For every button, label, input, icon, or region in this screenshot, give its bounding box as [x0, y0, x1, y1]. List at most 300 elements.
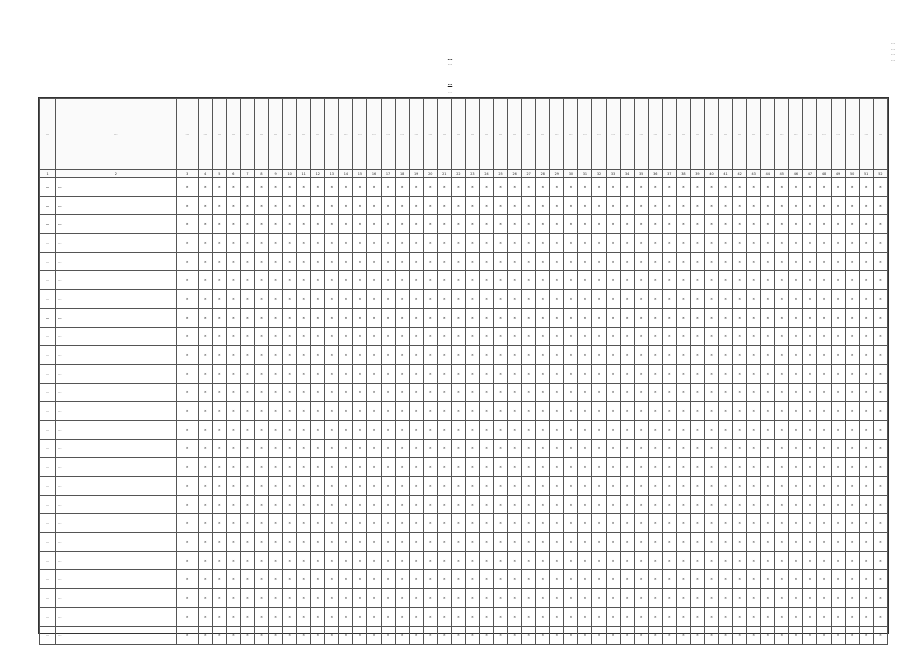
table-cell: ×: [662, 589, 676, 608]
table-cell: ×: [240, 458, 254, 477]
table-cell: ×: [297, 477, 311, 496]
table-cell: ×: [465, 589, 479, 608]
table-cell: ×: [578, 570, 592, 589]
table-cell: ×: [494, 551, 508, 570]
table-cell: ×: [311, 327, 325, 346]
table-cell: ×: [353, 364, 367, 383]
row-code: …: [40, 234, 56, 253]
table-cell: ×: [564, 252, 578, 271]
table-cell: ×: [409, 570, 423, 589]
table-cell: ×: [803, 626, 817, 645]
table-cell: ×: [353, 271, 367, 290]
table-cell: ×: [353, 196, 367, 215]
table-cell: ×: [381, 570, 395, 589]
table-cell: ×: [494, 514, 508, 533]
table-cell: ×: [831, 551, 845, 570]
table-cell: ×: [226, 308, 240, 327]
table-row: [40, 271, 888, 290]
table-cell: ×: [550, 271, 564, 290]
row-code: …: [40, 346, 56, 365]
table-cell: ×: [719, 514, 733, 533]
table-cell: ×: [437, 234, 451, 253]
table-cell: ×: [494, 290, 508, 309]
table-cell: ×: [465, 439, 479, 458]
table-cell: ×: [254, 533, 268, 552]
table-cell: ×: [747, 346, 761, 365]
table-cell: ×: [437, 626, 451, 645]
table-cell: ×: [212, 215, 226, 234]
table-cell: ×: [283, 290, 297, 309]
column-header: …: [550, 99, 564, 170]
column-number: 5: [212, 170, 226, 178]
table-cell: ×: [381, 290, 395, 309]
column-number: 43: [747, 170, 761, 178]
table-cell: ×: [311, 514, 325, 533]
table-cell: ×: [522, 271, 536, 290]
row-name: …: [56, 420, 177, 439]
table-cell: ×: [648, 383, 662, 402]
table-cell: ×: [325, 439, 339, 458]
table-cell: ×: [395, 346, 409, 365]
table-cell: ×: [789, 626, 803, 645]
table-cell: ×: [437, 589, 451, 608]
table-cell: ×: [508, 383, 522, 402]
table-cell: ×: [423, 570, 437, 589]
table-cell: ×: [451, 495, 465, 514]
column-number: 8: [254, 170, 268, 178]
table-cell: ×: [873, 514, 887, 533]
column-number: 13: [325, 170, 339, 178]
table-row: [40, 495, 888, 514]
table-cell: ×: [550, 178, 564, 197]
table-cell: ×: [395, 533, 409, 552]
table-cell: ×: [550, 327, 564, 346]
table-cell: ×: [761, 570, 775, 589]
table-cell: ×: [283, 402, 297, 421]
table-cell: ×: [690, 196, 704, 215]
table-cell: ×: [775, 196, 789, 215]
table-cell: ×: [550, 420, 564, 439]
table-cell: ×: [775, 439, 789, 458]
table-cell: ×: [479, 495, 493, 514]
table-cell: ×: [437, 533, 451, 552]
table-cell: ×: [620, 402, 634, 421]
table-cell: ×: [831, 196, 845, 215]
table-cell: ×: [761, 178, 775, 197]
table-cell: ×: [648, 402, 662, 421]
column-header: …: [226, 99, 240, 170]
table-cell: ×: [311, 570, 325, 589]
column-header: …: [620, 99, 634, 170]
table-cell: ×: [831, 215, 845, 234]
table-cell: ×: [381, 420, 395, 439]
appendix-note: [705, 40, 895, 62]
table-cell: ×: [311, 458, 325, 477]
table-cell: ×: [339, 514, 353, 533]
table-cell: ×: [620, 308, 634, 327]
table-cell: ×: [325, 178, 339, 197]
table-cell: ×: [437, 439, 451, 458]
table-cell: ×: [283, 178, 297, 197]
table-cell: ×: [747, 364, 761, 383]
table-cell: ×: [704, 439, 718, 458]
table-cell: ×: [733, 290, 747, 309]
table-cell: ×: [494, 533, 508, 552]
table-cell: ×: [451, 626, 465, 645]
table-cell: ×: [254, 514, 268, 533]
column-number: 50: [845, 170, 859, 178]
table-cell: ×: [339, 196, 353, 215]
table-cell: ×: [761, 346, 775, 365]
table-cell: ×: [212, 346, 226, 365]
table-cell: ×: [451, 234, 465, 253]
table-cell: ×: [648, 271, 662, 290]
table-cell: ×: [339, 551, 353, 570]
table-cell: ×: [212, 439, 226, 458]
row-name: …: [56, 346, 177, 365]
table-cell: ×: [395, 477, 409, 496]
table-cell: ×: [733, 607, 747, 626]
table-cell: ×: [240, 327, 254, 346]
column-number: 16: [367, 170, 381, 178]
table-cell: ×: [606, 607, 620, 626]
table-cell: ×: [845, 420, 859, 439]
table-cell: ×: [733, 234, 747, 253]
table-cell: ×: [381, 271, 395, 290]
table-cell: ×: [409, 402, 423, 421]
table-cell: ×: [176, 420, 198, 439]
table-cell: ×: [212, 234, 226, 253]
table-cell: ×: [789, 607, 803, 626]
table-cell: ×: [395, 290, 409, 309]
table-cell: ×: [522, 533, 536, 552]
column-header: …: [719, 99, 733, 170]
table-cell: ×: [381, 196, 395, 215]
table-cell: ×: [789, 196, 803, 215]
table-cell: ×: [606, 346, 620, 365]
row-code: …: [40, 364, 56, 383]
table-cell: ×: [690, 551, 704, 570]
table-cell: ×: [226, 252, 240, 271]
table-row: [40, 458, 888, 477]
table-cell: ×: [437, 420, 451, 439]
table-cell: ×: [831, 495, 845, 514]
row-code: …: [40, 551, 56, 570]
table-cell: ×: [176, 271, 198, 290]
table-cell: ×: [733, 252, 747, 271]
table-cell: ×: [254, 570, 268, 589]
table-cell: ×: [212, 271, 226, 290]
table-cell: ×: [339, 364, 353, 383]
table-row: [40, 346, 888, 365]
table-cell: ×: [465, 458, 479, 477]
table-cell: ×: [606, 215, 620, 234]
table-cell: ×: [381, 234, 395, 253]
table-cell: ×: [620, 364, 634, 383]
table-cell: ×: [198, 551, 212, 570]
table-cell: ×: [831, 439, 845, 458]
table-cell: ×: [578, 364, 592, 383]
table-cell: ×: [747, 234, 761, 253]
table-cell: ×: [803, 402, 817, 421]
column-header: …: [817, 99, 831, 170]
table-cell: ×: [451, 327, 465, 346]
table-cell: ×: [437, 551, 451, 570]
table-cell: ×: [508, 458, 522, 477]
table-cell: ×: [592, 420, 606, 439]
table-cell: ×: [339, 290, 353, 309]
table-cell: ×: [761, 215, 775, 234]
table-cell: ×: [789, 533, 803, 552]
table-cell: ×: [311, 234, 325, 253]
table-cell: ×: [254, 234, 268, 253]
table-cell: ×: [311, 383, 325, 402]
column-number: 39: [690, 170, 704, 178]
table-cell: ×: [325, 458, 339, 477]
table-cell: ×: [578, 290, 592, 309]
table-cell: ×: [176, 196, 198, 215]
table-cell: ×: [676, 290, 690, 309]
table-cell: ×: [761, 402, 775, 421]
table-cell: ×: [437, 402, 451, 421]
table-cell: ×: [620, 196, 634, 215]
table-cell: ×: [451, 439, 465, 458]
table-cell: ×: [494, 383, 508, 402]
table-cell: ×: [226, 458, 240, 477]
table-cell: ×: [176, 439, 198, 458]
table-cell: ×: [451, 570, 465, 589]
table-cell: ×: [339, 589, 353, 608]
table-cell: ×: [873, 607, 887, 626]
table-cell: ×: [311, 346, 325, 365]
table-cell: ×: [522, 308, 536, 327]
table-cell: ×: [269, 533, 283, 552]
column-number: 7: [240, 170, 254, 178]
table-cell: ×: [353, 589, 367, 608]
table-cell: ×: [367, 626, 381, 645]
table-cell: ×: [176, 178, 198, 197]
table-cell: ×: [451, 290, 465, 309]
table-cell: ×: [719, 234, 733, 253]
table-cell: ×: [325, 215, 339, 234]
table-cell: ×: [719, 308, 733, 327]
table-cell: ×: [803, 178, 817, 197]
table-cell: ×: [176, 514, 198, 533]
table-cell: ×: [395, 607, 409, 626]
table-cell: ×: [648, 458, 662, 477]
table-cell: ×: [592, 551, 606, 570]
table-cell: ×: [747, 495, 761, 514]
table-cell: ×: [176, 589, 198, 608]
table-cell: ×: [789, 271, 803, 290]
row-name: …: [56, 402, 177, 421]
table-cell: ×: [212, 495, 226, 514]
table-cell: ×: [409, 589, 423, 608]
table-cell: ×: [198, 234, 212, 253]
table-cell: ×: [381, 551, 395, 570]
table-cell: ×: [240, 420, 254, 439]
column-header: …: [325, 99, 339, 170]
table-cell: ×: [704, 196, 718, 215]
table-cell: ×: [536, 308, 550, 327]
row-code: …: [40, 252, 56, 271]
column-number: 52: [873, 170, 887, 178]
table-cell: ×: [817, 252, 831, 271]
table-cell: ×: [733, 477, 747, 496]
table-cell: ×: [634, 234, 648, 253]
table-cell: ×: [269, 215, 283, 234]
table-cell: ×: [367, 327, 381, 346]
table-cell: ×: [269, 271, 283, 290]
table-cell: ×: [254, 327, 268, 346]
table-cell: ×: [859, 252, 873, 271]
table-cell: ×: [423, 196, 437, 215]
table-cell: ×: [353, 458, 367, 477]
table-cell: ×: [508, 570, 522, 589]
table-cell: ×: [325, 346, 339, 365]
table-cell: ×: [522, 215, 536, 234]
table-cell: ×: [634, 364, 648, 383]
table-cell: ×: [845, 570, 859, 589]
table-cell: ×: [550, 308, 564, 327]
table-cell: ×: [409, 420, 423, 439]
table-cell: ×: [395, 551, 409, 570]
table-cell: ×: [451, 308, 465, 327]
table-cell: ×: [873, 327, 887, 346]
table-cell: ×: [494, 346, 508, 365]
table-cell: ×: [339, 327, 353, 346]
table-cell: ×: [859, 290, 873, 309]
table-cell: ×: [719, 327, 733, 346]
table-cell: ×: [465, 514, 479, 533]
row-code: …: [40, 196, 56, 215]
table-cell: ×: [254, 551, 268, 570]
table-cell: ×: [437, 252, 451, 271]
table-cell: ×: [226, 533, 240, 552]
table-cell: ×: [212, 607, 226, 626]
table-cell: ×: [845, 383, 859, 402]
table-cell: ×: [536, 495, 550, 514]
table-cell: ×: [564, 495, 578, 514]
table-cell: ×: [704, 346, 718, 365]
table-cell: ×: [494, 589, 508, 608]
table-cell: ×: [690, 514, 704, 533]
table-cell: ×: [789, 439, 803, 458]
table-cell: ×: [676, 551, 690, 570]
table-cell: ×: [254, 589, 268, 608]
table-cell: ×: [733, 308, 747, 327]
table-cell: ×: [676, 514, 690, 533]
table-cell: ×: [719, 626, 733, 645]
table-cell: ×: [859, 308, 873, 327]
table-cell: ×: [353, 420, 367, 439]
table-cell: ×: [297, 514, 311, 533]
table-cell: ×: [789, 570, 803, 589]
table-cell: ×: [479, 477, 493, 496]
table-cell: ×: [859, 626, 873, 645]
table-cell: ×: [620, 420, 634, 439]
table-cell: ×: [494, 364, 508, 383]
table-cell: ×: [676, 308, 690, 327]
table-cell: ×: [831, 514, 845, 533]
table-cell: ×: [465, 383, 479, 402]
column-header: …: [353, 99, 367, 170]
table-cell: ×: [240, 290, 254, 309]
table-cell: ×: [269, 252, 283, 271]
table-cell: ×: [212, 420, 226, 439]
table-cell: ×: [606, 551, 620, 570]
table-cell: ×: [423, 178, 437, 197]
table-cell: ×: [339, 626, 353, 645]
table-cell: ×: [859, 551, 873, 570]
table-cell: ×: [212, 178, 226, 197]
table-cell: ×: [381, 346, 395, 365]
table-cell: ×: [578, 308, 592, 327]
table-cell: ×: [620, 514, 634, 533]
table-cell: ×: [479, 327, 493, 346]
table-cell: ×: [634, 626, 648, 645]
table-cell: ×: [423, 234, 437, 253]
table-cell: ×: [789, 383, 803, 402]
table-cell: ×: [451, 271, 465, 290]
table-cell: ×: [873, 215, 887, 234]
table-cell: ×: [325, 383, 339, 402]
table-cell: ×: [176, 215, 198, 234]
table-cell: ×: [803, 364, 817, 383]
table-cell: ×: [297, 420, 311, 439]
table-cell: ×: [423, 514, 437, 533]
table-cell: ×: [606, 402, 620, 421]
table-cell: ×: [634, 495, 648, 514]
table-cell: ×: [381, 383, 395, 402]
table-cell: ×: [873, 364, 887, 383]
table-cell: ×: [662, 533, 676, 552]
table-cell: ×: [620, 533, 634, 552]
table-cell: ×: [817, 551, 831, 570]
table-cell: ×: [831, 271, 845, 290]
table-cell: ×: [676, 589, 690, 608]
table-cell: ×: [662, 402, 676, 421]
table-cell: ×: [761, 495, 775, 514]
table-cell: ×: [479, 383, 493, 402]
table-cell: ×: [367, 533, 381, 552]
table-cell: ×: [198, 271, 212, 290]
table-cell: ×: [606, 383, 620, 402]
table-cell: ×: [845, 439, 859, 458]
table-cell: ×: [719, 533, 733, 552]
table-cell: ×: [803, 533, 817, 552]
table-cell: ×: [353, 178, 367, 197]
table-cell: ×: [845, 308, 859, 327]
table-cell: ×: [536, 364, 550, 383]
table-cell: ×: [240, 514, 254, 533]
table-cell: ×: [240, 383, 254, 402]
column-number: 12: [311, 170, 325, 178]
table-cell: ×: [437, 570, 451, 589]
table-cell: ×: [648, 626, 662, 645]
table-cell: ×: [747, 589, 761, 608]
table-cell: ×: [269, 402, 283, 421]
table-cell: ×: [831, 420, 845, 439]
table-cell: ×: [719, 439, 733, 458]
table-cell: ×: [690, 271, 704, 290]
table-cell: ×: [845, 271, 859, 290]
table-row: [40, 626, 888, 645]
column-header: …: [212, 99, 226, 170]
table-cell: ×: [873, 439, 887, 458]
table-cell: ×: [367, 196, 381, 215]
table-cell: ×: [176, 327, 198, 346]
